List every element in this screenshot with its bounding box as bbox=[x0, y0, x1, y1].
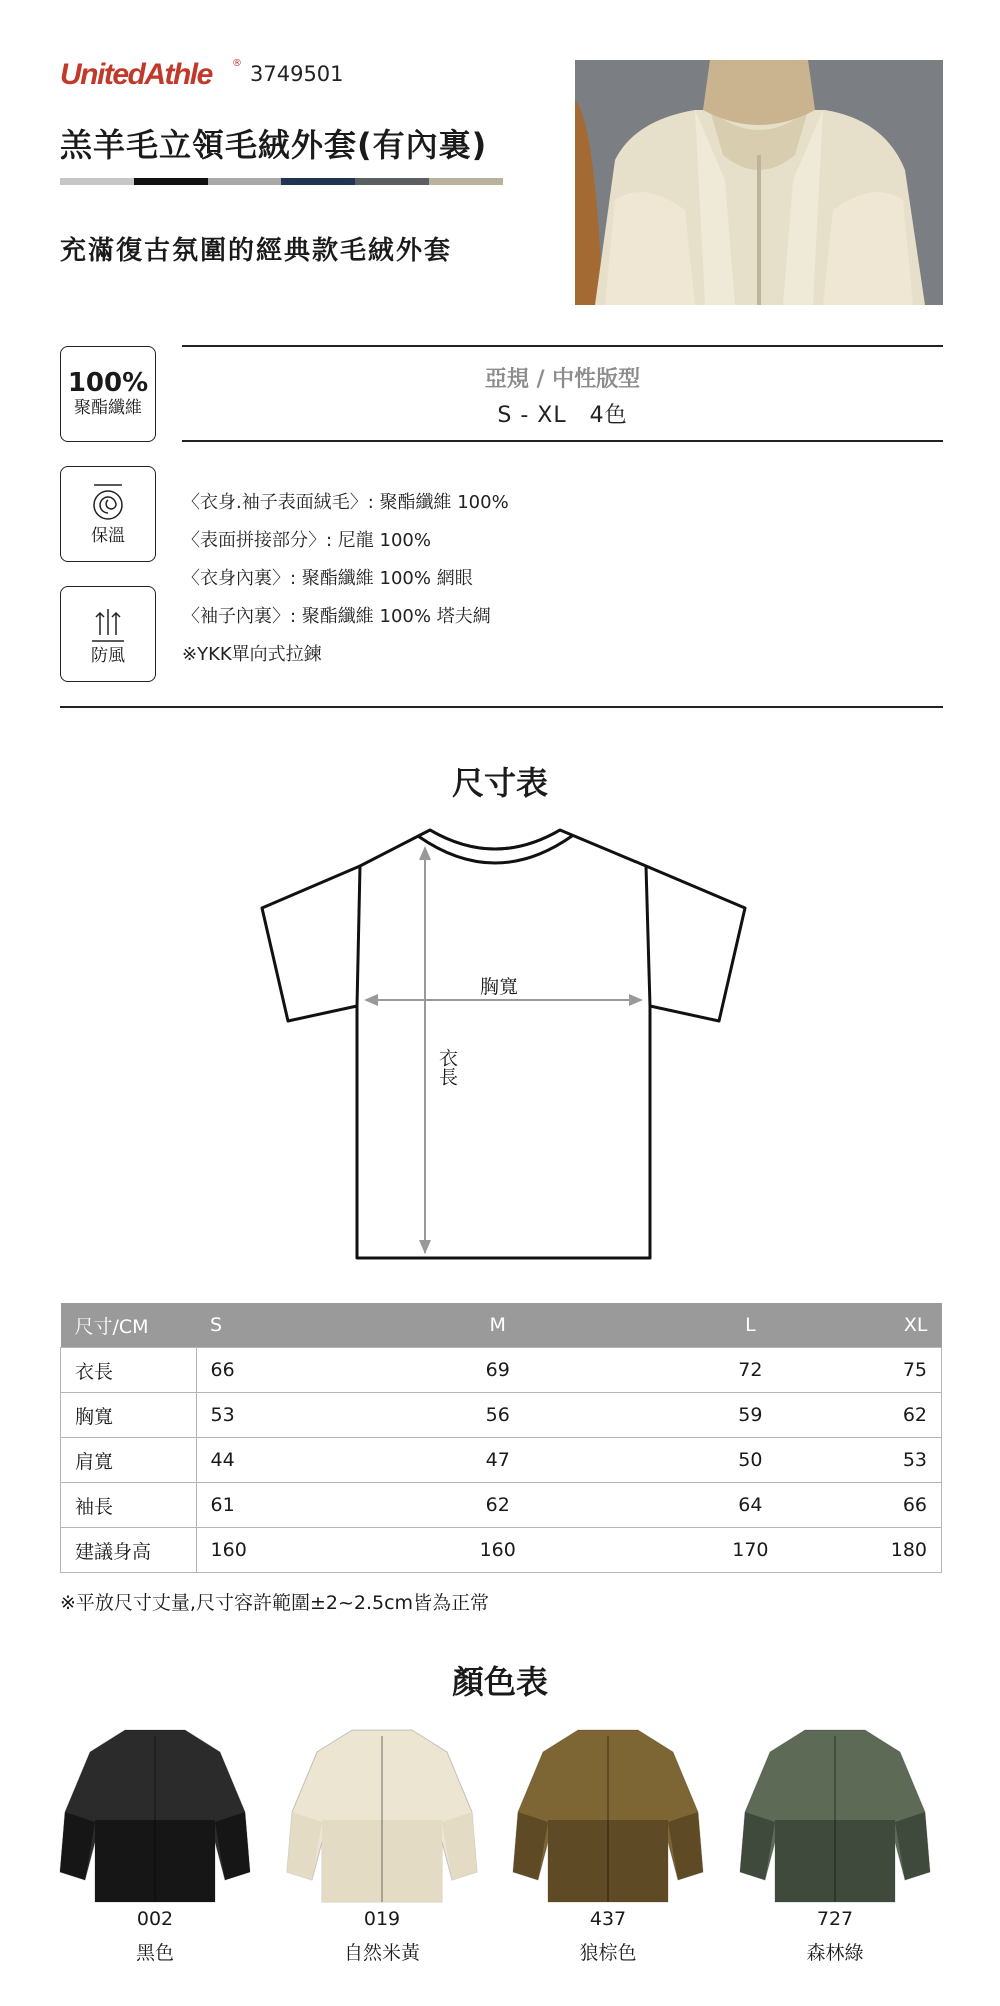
row-label: 肩寬 bbox=[61, 1438, 197, 1483]
color-code-727: 727 bbox=[816, 1908, 854, 1930]
cell: 160 bbox=[196, 1528, 371, 1573]
cell: 53 bbox=[196, 1393, 371, 1438]
table-header-row bbox=[61, 1303, 942, 1348]
product-photo bbox=[575, 60, 943, 305]
fabric-percent: 100% bbox=[67, 367, 149, 398]
color-code-019: 019 bbox=[363, 1908, 401, 1930]
cell: 75 bbox=[877, 1348, 942, 1393]
row-label: 建議身高 bbox=[61, 1528, 197, 1573]
color-code-437: 437 bbox=[589, 1908, 627, 1930]
cell: 62 bbox=[371, 1483, 624, 1528]
table-row bbox=[61, 1483, 942, 1528]
color-name-437: 狼棕色 bbox=[579, 1942, 637, 1964]
cell: 62 bbox=[877, 1393, 942, 1438]
table-row bbox=[61, 1393, 942, 1438]
cell: 72 bbox=[624, 1348, 877, 1393]
color-name-002: 黑色 bbox=[135, 1942, 174, 1964]
product-subtitle: 充滿復古氛圍的經典款毛絨外套 bbox=[60, 236, 453, 266]
divider-mid bbox=[182, 440, 943, 442]
table-row bbox=[61, 1438, 942, 1483]
stripe-5 bbox=[355, 178, 429, 185]
fabric-badge bbox=[60, 346, 156, 442]
row-label: 衣長 bbox=[61, 1348, 197, 1393]
color-chart-title: 顏色表 bbox=[451, 1663, 548, 1701]
diagram-chest-label: 胸寬 bbox=[480, 976, 519, 998]
divider-bottom bbox=[60, 706, 943, 708]
color-name-019: 自然米黃 bbox=[343, 1942, 420, 1964]
color-swatch-727[interactable] bbox=[735, 1722, 935, 1912]
registered-mark: ® bbox=[232, 58, 242, 69]
feature-windproof-label: 防風 bbox=[91, 645, 125, 666]
color-stripe bbox=[60, 178, 503, 185]
measure-note: ※平放尺寸丈量,尺寸容許範圍±2~2.5cm皆為正常 bbox=[60, 1592, 490, 1614]
cell: 47 bbox=[371, 1438, 624, 1483]
size-table bbox=[60, 1303, 942, 1573]
stripe-4 bbox=[281, 178, 355, 185]
material-line-3: 〈衣身內裏〉: 聚酯纖維 100% 網眼 bbox=[182, 568, 473, 589]
cell: 50 bbox=[624, 1438, 877, 1483]
jacket-black-image bbox=[55, 1722, 255, 1912]
cell: 66 bbox=[877, 1483, 942, 1528]
product-title: 羔羊毛立領毛絨外套(有內裏) bbox=[60, 126, 488, 164]
material-line-2: 〈表面拼接部分〉: 尼龍 100% bbox=[182, 530, 431, 551]
material-line-4: 〈袖子內裏〉: 聚酯纖維 100% 塔夫綢 bbox=[182, 606, 491, 627]
header-xl: XL bbox=[877, 1303, 942, 1348]
cell: 56 bbox=[371, 1393, 624, 1438]
size-range: S - XL 4色 bbox=[497, 403, 628, 428]
cell: 53 bbox=[877, 1438, 942, 1483]
cell: 160 bbox=[371, 1528, 624, 1573]
feature-warmth bbox=[60, 466, 156, 562]
table-row bbox=[61, 1348, 942, 1393]
header-s: S bbox=[196, 1303, 371, 1348]
windproof-icon bbox=[86, 601, 130, 645]
stripe-3 bbox=[208, 178, 282, 185]
jacket-natural-image bbox=[282, 1722, 482, 1912]
fit-type: 亞規 / 中性版型 bbox=[484, 367, 641, 392]
brand-logo: UnitedAthle bbox=[60, 58, 212, 91]
zipper-note: ※YKK單向式拉鍊 bbox=[182, 644, 322, 665]
garment-diagram bbox=[250, 828, 750, 1272]
stripe-6 bbox=[429, 178, 503, 185]
diagram-length-label: 衣長 bbox=[436, 1048, 458, 1086]
header-l: L bbox=[624, 1303, 877, 1348]
product-code: 3749501 bbox=[250, 62, 344, 86]
feature-windproof bbox=[60, 586, 156, 682]
header-unit: 尺寸/CM bbox=[61, 1303, 197, 1348]
color-swatch-437[interactable] bbox=[508, 1722, 708, 1912]
material-line-1: 〈衣身.袖子表面絨毛〉: 聚酯纖維 100% bbox=[182, 492, 509, 513]
color-code-002: 002 bbox=[136, 1908, 174, 1930]
cell: 61 bbox=[196, 1483, 371, 1528]
fabric-name: 聚酯纖維 bbox=[74, 398, 142, 419]
jacket-brown-image bbox=[508, 1722, 708, 1912]
cell: 66 bbox=[196, 1348, 371, 1393]
stripe-2 bbox=[134, 178, 208, 185]
cell: 170 bbox=[624, 1528, 877, 1573]
cell: 180 bbox=[877, 1528, 942, 1573]
color-swatch-019[interactable] bbox=[282, 1722, 482, 1912]
color-swatch-002[interactable] bbox=[55, 1722, 255, 1912]
row-label: 胸寬 bbox=[61, 1393, 197, 1438]
feature-warmth-label: 保溫 bbox=[91, 525, 125, 546]
table-row bbox=[61, 1528, 942, 1573]
cell: 44 bbox=[196, 1438, 371, 1483]
row-label: 袖長 bbox=[61, 1483, 197, 1528]
warmth-icon bbox=[86, 481, 130, 525]
cell: 64 bbox=[624, 1483, 877, 1528]
header-m: M bbox=[371, 1303, 624, 1348]
cell: 59 bbox=[624, 1393, 877, 1438]
divider-top bbox=[182, 345, 943, 347]
jacket-green-image bbox=[735, 1722, 935, 1912]
stripe-1 bbox=[60, 178, 134, 185]
size-chart-title: 尺寸表 bbox=[451, 764, 548, 802]
color-name-727: 森林綠 bbox=[806, 1942, 864, 1964]
cell: 69 bbox=[371, 1348, 624, 1393]
